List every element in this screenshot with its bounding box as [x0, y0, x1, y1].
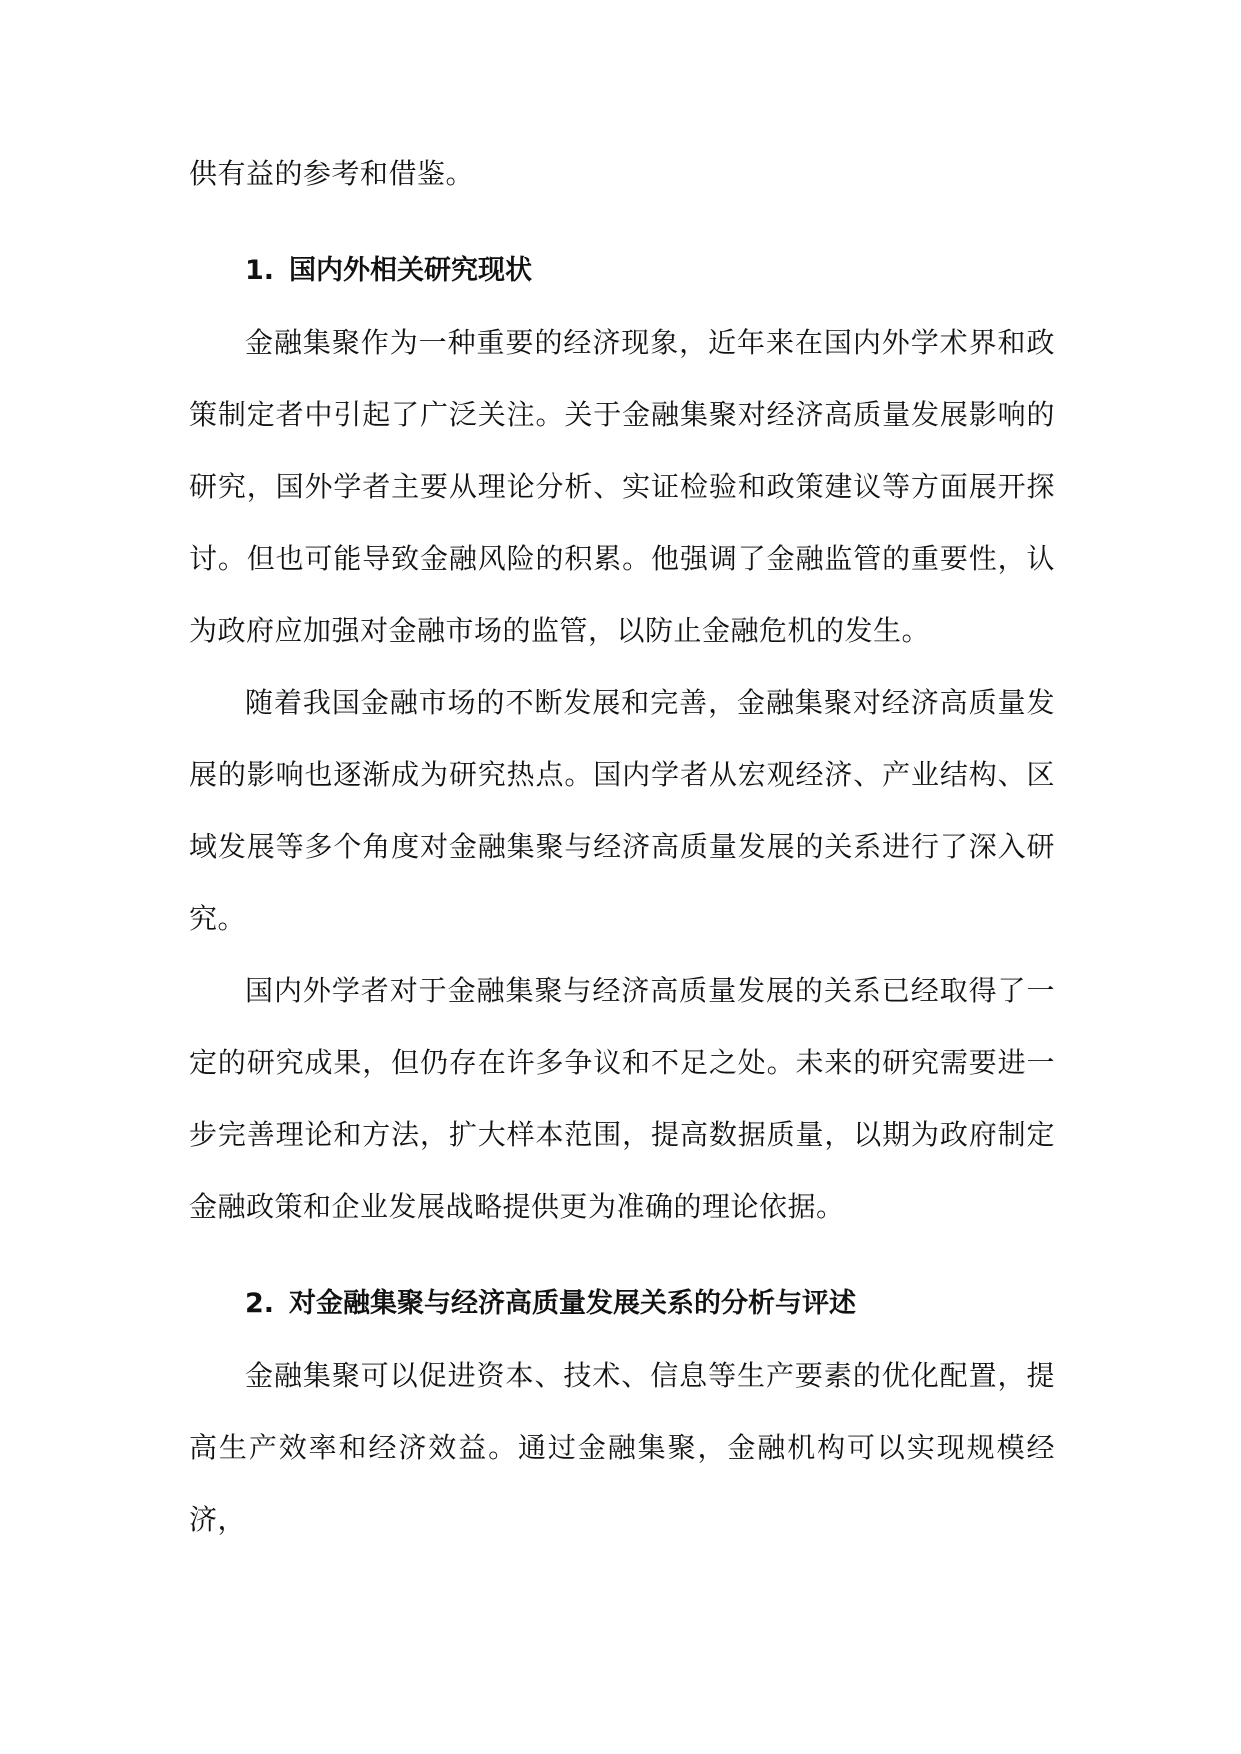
section-2-title: 对金融集聚与经济高质量发展关系的分析与评述: [289, 1288, 856, 1319]
section-1-number: 1.: [245, 255, 275, 286]
document-body: [189, 138, 1055, 1556]
section-2-heading: [189, 1268, 1055, 1340]
intro-tail-paragraph: 供有益的参考和借鉴。: [189, 157, 475, 190]
section-1-paragraph-3: 国内外学者对于金融集聚与经济高质量发展的关系已经取得了一定的研究成果，但仍存在许多争议和不足之处。未来的研究需要进一步完善理论和方法，扩大样本范围，提高数据质量，以期为政府制定金融政策和企业发展战略提供更为准确的理论依据。: [189, 974, 1055, 1223]
section-2-number: 2.: [245, 1288, 275, 1319]
section-1-paragraph-2: 随着我国金融市场的不断发展和完善，金融集聚对经济高质量发展的影响也逐渐成为研究热点。国内学者从宏观经济、产业结构、区域发展等多个角度对金融集聚与经济高质量发展的关系进行了深入研究。: [189, 686, 1055, 935]
section-1-title: 国内外相关研究现状: [289, 255, 532, 286]
section-1-paragraph-1: 金融集聚作为一种重要的经济现象，近年来在国内外学术界和政策制定者中引起了广泛关注。关于金融集聚对经济高质量发展影响的研究，国外学者主要从理论分析、实证检验和政策建议等方面展开探讨。但也可能导致金融风险的积累。他强调了金融监管的重要性，认为政府应加强对金融市场的监管，以防止金融危机的发生。: [189, 326, 1055, 647]
section-2-paragraph-1: 金融集聚可以促进资本、技术、信息等生产要素的优化配置，提高生产效率和经济效益。通过金融集聚，金融机构可以实现规模经济，: [189, 1359, 1055, 1536]
section-1-heading: [189, 235, 1055, 307]
